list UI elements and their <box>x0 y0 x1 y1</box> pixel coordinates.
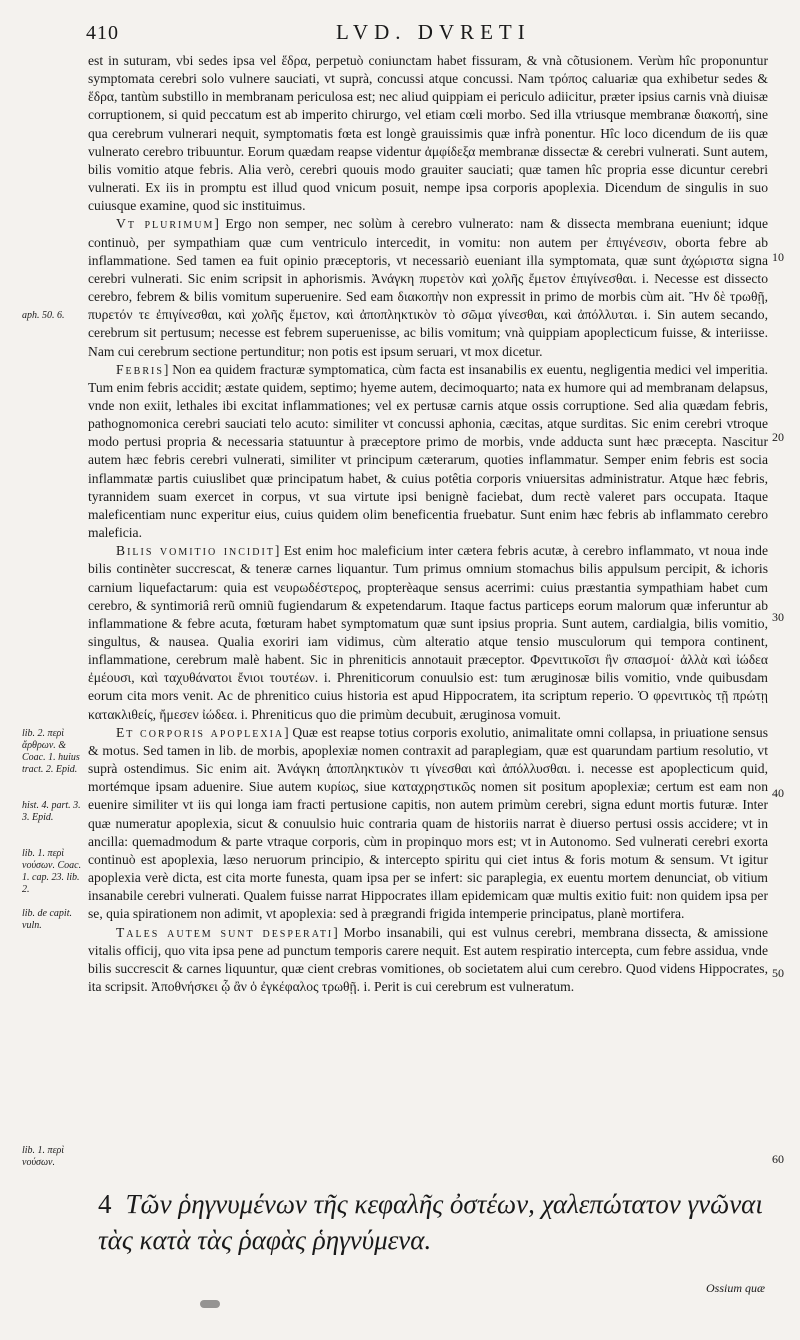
line-number: 50 <box>772 966 784 980</box>
lemma-label: Et corporis apoplexia <box>116 724 285 740</box>
paragraph-apoplexia <box>88 724 768 924</box>
paragraph-text: ] Quæ est reapse totius corporis exolutio, animalitate omni collapsa, in priuatione sensus & motus. Sed tamen in lib. de morbis, apoplexiæ nomen contraxit ad paraplegiam, quæ est quarundam partium resolutio, vt suprà ostendimus. Sic enim ait. Ἀνάγκη ἀποπληκτικὸν τι γίνεσθαι καὶ ἀπόλλυσθαι. i. necesse est apoplecticum quid, mortémque ipsam aduenire. Siue autem κυρίως, siue καταχρηστικῶς nomen sit positum apoplexiæ; certum est eam non euenire similiter vt iis qui longa iam fracti pertusione capitis, non autem primùm cerebri, signa edunt mortis futuræ. Inter quæ numeratur apoplexia, sicut & conuulsio huic contraria quam de historiis narrat è diuerso pertusi ossis accidere; vt in ancilla: quemadmodum & parte vtraque corporis, cùm in propinquo mors est; vt in Autonomo. Sed vulnerati cerebri exorta continuò est apoplexia, læso neruorum principio, & intercepto spiritu qui ciet intus & foris motum & sensum. Vt igitur apoplexia verè dicta, est cita morte funesta, quam ipsa per se infert: sic paraplegia, ex euentu mortem denunciat, ob vitium insanabile cerebri vulnerati. Qualem fuisse narrat Hippocrates illam epidemicam quæ multis exitio fuit: non quidem ipsa per se, quia spirationem non adimit, vt apoplexia: sed à prægrandi frigida intemperie principatus, planè mortifera. <box>88 724 769 922</box>
page-header <box>86 18 776 48</box>
lemma-label: Bilis vomitio incidit <box>116 543 275 559</box>
margin-note: lib. 1. περὶ νούσων. Coac. 1. cap. 23. lib. 2. <box>22 848 82 895</box>
section-heading-greek <box>98 1186 778 1258</box>
paragraph-text: est in suturam, vbi sedes ipsa vel ἕδρα, perpetuò coniunctam habet fissuram, & vnà cõtusionem. Verùm hîc proponuntur symptomata cerebri solo vulnere sauciati, vt suprà, concussi atque concussi. Nam τρόπος caluariæ qua exhibetur sedes & ἕδρα, tantùm substillo in membranam periculosa est; nec aliud quippiam ei periculo adiicitur, præter ipsius carnis vnà diuisæ corruptionem, si quid peccatum est ab imperito chirurgo, vel etiam cœli morbo. Sed illa vtriusque membranæ διακοπή, sine qua cerebrum vulnerari nequit, symptomatis fœta est longè grauissimis quæ infrà ponentur. Hîc loco dicendum de iis quæ vulnerato cerebro tribuuntur. Eorum quædam reapse videntur ἀμφίδεξα membranæ dissectæ & cerebri vulnerati. Sunt autem, bilis vomitio atque febris. Alia verò, cerebri quouis modo grauiter sauciati; quæ tamen hîc propria esse dicuntur cerebri vulnerati. Ex iis in promptu est illud quod vnicum posuit, nempe ipsa corporis apoplexia. Dicendum de singulis in suo cuiusque examine, quod sic instituimus. <box>88 53 768 214</box>
line-number: 30 <box>772 610 784 624</box>
margin-note: hist. 4. part. 3. 3. Epid. <box>22 800 81 823</box>
line-number: 40 <box>772 786 784 800</box>
paragraph-intro <box>88 52 768 215</box>
paragraph-text: ] Morbo insanabili, qui est vulnus cerebri, membrana dissecta, & amissione vitalis officij, quo vita ipsa pene ad punctum temporis carere nequit. Est autem respiratio intercepta, cum febre assidua, vnde bilis succrescit & carnes liquuntur, quæ cient crebras vomitiones, ob societatem alui cum cerebro. Quod videns Hippocrates, ita scripsit. Ἀποθνήσκει ᾧ ἂν ὁ ἐγκέφαλος τρωθῇ. i. Perit is cui cerebrum est vulneratum. <box>88 924 768 994</box>
paragraph-tales-autem <box>88 924 768 997</box>
margin-note: lib. 2. περὶ ἄρθρων. & Coac. 1. huius tract. 2. Epid. <box>22 728 80 775</box>
line-number: 60 <box>772 1152 784 1166</box>
line-number: 20 <box>772 430 784 444</box>
lemma-label: Tales autem sunt desperati <box>116 924 334 940</box>
section-number: 4 <box>98 1189 112 1219</box>
lemma-label: Vt plurimum <box>116 216 215 232</box>
running-head: LVD. DVRETI <box>336 20 531 44</box>
paragraph-text: ] Ergo non semper, nec solùm à cerebro vulnerato: nam & dissecta membrana eueniunt; idque continuò, per sympathiam quæ cum ventriculo intercedit, in vomitu: non autem per ἐπιγένεσιν, oborta febre ab inflammatione. Sed tamen ea fuit opinio præceptoris, vt necessariò eueniant illa symptomata, quæ sunt ἀχώριστα signa cerebri vulnerati. Sic enim scripsit in aphorismis. Ἀνάγκη πυρετὸν καὶ χολῆς ἔμετον ἐπιγίνεσθαι. i. Necesse est dissecto cerebro, febrem & bilis vomitum superuenire. Sed eam διακοπὴν non expressit in primo de morbis cùm ait. Ἢν δὲ τρωθῇ, πυρετόν τε ἐπιγίνεσθαι, καὶ χολῆς ἔμετον, καὶ ἀποπληκτικὸν τὸ σῶμα γίνεσθαι, καὶ ἀπόλλυται. i. Sin autem secando, cerebrum sit pertusum; necesse est febrem superuenisse, ac bilis vomitum; vnà quippiam apoplecticum fuisse, & interiisse. Nam cui cerebrum sectione pertunditur; non potis est ipsum seruari, vt mox dicetur. <box>88 216 768 359</box>
section-heading-text: Τῶν ῥηγνυμένων τῆς κεφαλῆς ὀστέων, χαλεπώτατον γνῶναι τὰς κατὰ τὰς ῥαφὰς ῥηγνύμενα. <box>98 1189 763 1255</box>
lemma-label: Febris <box>116 361 164 377</box>
line-number: 10 <box>772 250 784 264</box>
paragraph-vt-plurimum <box>88 215 768 360</box>
margin-note: lib. 1. περὶ νούσων. <box>22 1145 65 1168</box>
catchword: Ossium quæ <box>706 1281 766 1295</box>
main-text <box>88 52 768 996</box>
ink-smudge <box>200 1300 220 1308</box>
margin-note: aph. 50. 6. <box>22 310 65 321</box>
paragraph-bilis-vomitio <box>88 542 768 724</box>
paragraph-febris <box>88 361 768 543</box>
paragraph-text: ] Non ea quidem fracturæ symptomatica, cùm facta est insanabilis ex euentu, negligentia medici vel imperitia. Tum enim febris accidit; æstate quidem, septimo; hyeme autem, decimoquarto; nata ex humore qui ad membranam delapsus, vnde non exiit, lethales ibi excitat inflammationes; vel ex pertusæ carnis atque ossis corruptione. Sed alia quædam febris, pathognomonica cerebri sauciati telo acuto: similiter vt concussi aphonia, cæcitas, atque surditas. Sic enim cerebri vtroque modo pertusi propria & necessaria statuuntur à præceptore primo de morbis, vnde adducta sunt hæc præcepta. Nascitur autem hæc febris cerebri vulnerati, similiter vt principum cæterarum, quoties inflammatur. Semper enim febris est socia inflammatæ partis cuiuslibet quæ principatum habet, & cuius potêtia corporis vniuersitas administratur. Atque hæc febris, tyrannidem suam exercet in corpus, vt sua virtute ipsi benignè faciebat, dum rectè valeret pars occupata. Itaque maleficentiam nunc experitur eius, cuius quidem olim beneficentia fruebatur. Sunt enim hæc febris ab inflammato cerebro maleficia. <box>88 361 768 541</box>
page-number: 410 <box>86 22 119 44</box>
paragraph-text: ] Est enim hoc maleficium inter cætera febris acutæ, à cerebro inflammato, vt noua inde bilis continèter succrescat, & teneræ carnes liquantur. Tum primus omnium stomachus bilis appulsum percipit, & ichoris carnium liquefactarum: quia est νευρωδέστερος, propterèaque sensus acerrimi: cuius præstantia sympathiam habet cum cerebro, & syntimoriâ rerũ omniũ fugiendarum & expetendarum. Itaque factus particeps eorum malorum quæ inferuntur ab inflammatione & febre acuta, fœturam habet symptomatum quæ sunt ipsius propria. Sunt autem, cardialgia, bilis vomitio, singultus, & nausea. Qualia exoriri iam vidimus, cùm alteratio atque tensio musculorum qui tempora continent, inflammatione, cerebrum malè habent. Sic in phreniticis annotauit præceptor. Φρενιτικοῖσι ἢν σπασμοί· ἀλλὰ καὶ ἰώδεα ἐμέουσι, καὶ ταχυθάνατοι ἔνιοι τουτέων. i. Phreniticorum conuulsio est: tum æruginosæ bilis vomitio, vnde quibusdam eorum cita mors venit. Ac de phrenitico cuius historia est apud Hippocratem, ita scriptum reperio. Ὁ φρενιτικὸς τῇ πρώτῃ κατακλιθείς, ἤμεσεν ἰώδεα. i. Phreniticus quo die primùm decubuit, æruginosa vomuit. <box>88 543 768 722</box>
margin-note: lib. de capit. vuln. <box>22 908 72 931</box>
